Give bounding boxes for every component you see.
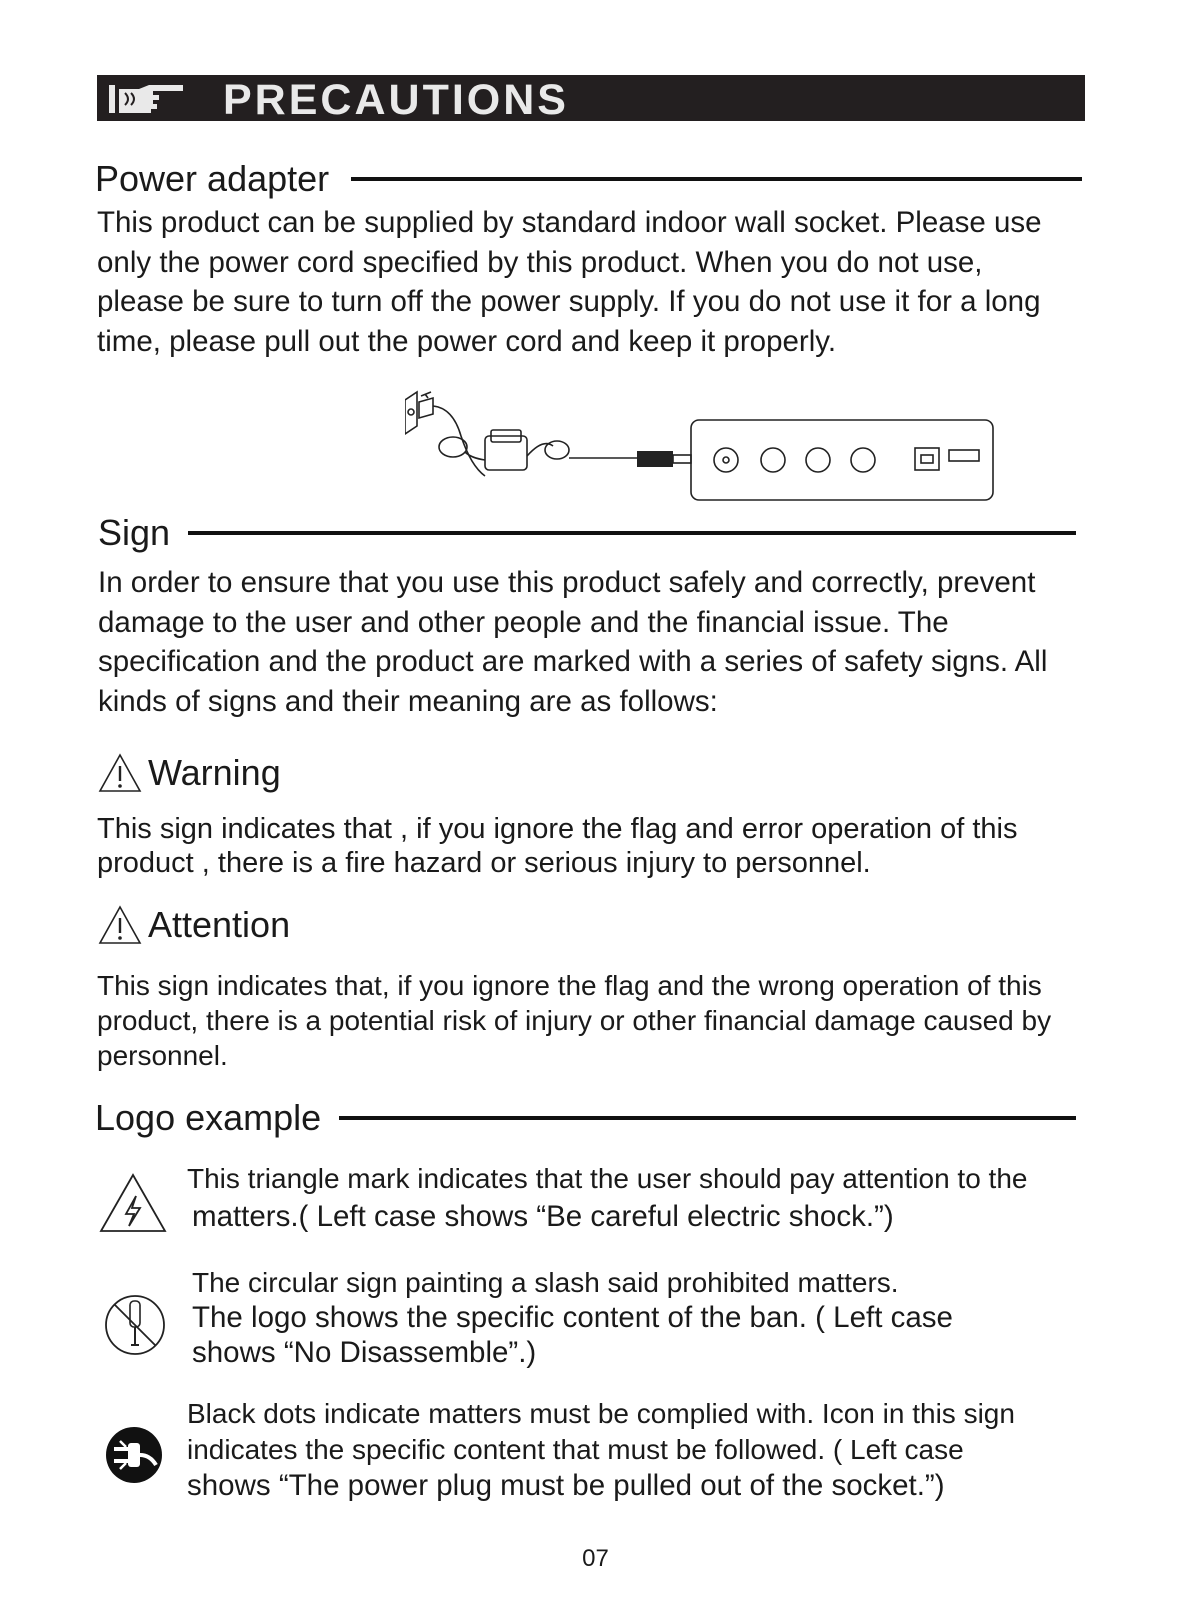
power-adapter-text [97, 203, 1042, 361]
sign-text [98, 563, 1047, 721]
text-line: matters.( Left case shows “Be careful electric shock.”) [192, 1200, 894, 1233]
text-line: product , there is a fire hazard or serious injury to personnel. [97, 847, 871, 879]
text-line: The circular sign painting a slash said prohibited matters. [192, 1267, 899, 1298]
logo-example-item-3 [187, 1396, 1015, 1504]
text-line: damage to the user and other people and the financial issue. The [98, 605, 949, 639]
logo-example-heading: Logo example [95, 1097, 322, 1138]
logo-example-item-1 [187, 1160, 1027, 1236]
text-line: This product can be supplied by standard indoor wall socket. Please use [97, 206, 1042, 239]
text-line: shows “No Disassemble”.) [192, 1336, 537, 1369]
section-rule [188, 531, 1076, 535]
text-line: This sign indicates that , if you ignore the flag and error operation of this [97, 813, 1018, 845]
warning-title: Warning [148, 752, 281, 793]
section-heading-power-adapter [95, 158, 1082, 200]
dc-plug-icon [637, 451, 691, 467]
warning-text [97, 812, 1017, 880]
power-cord [439, 430, 637, 470]
attention-triangle-icon [98, 905, 142, 945]
text-line: please be sure to turn off the power supply. If you do not use it for a long [97, 285, 1041, 318]
section-rule [351, 177, 1082, 181]
attention-title: Attention [148, 904, 291, 945]
warning-heading [98, 752, 281, 794]
text-line: This triangle mark indicates that the user should pay attention to the [187, 1163, 1028, 1194]
text-line: specification and the product are marked with a series of safety signs. All [98, 645, 1048, 678]
device-panel [691, 420, 993, 500]
attention-heading [98, 904, 290, 946]
text-line: only the power cord specified by this product. When you do not use, [97, 245, 983, 279]
section-rule [339, 1116, 1076, 1120]
page-title: PRECAUTIONS [223, 76, 569, 124]
text-line: This sign indicates that, if you ignore the flag and the wrong operation of this [97, 970, 1042, 1001]
wall-socket-icon [405, 392, 485, 476]
sign-heading: Sign [98, 512, 171, 553]
unplug-power-icon [104, 1425, 164, 1485]
attention-text [97, 968, 1051, 1073]
text-line: In order to ensure that you use this product safely and correctly, prevent [98, 566, 1036, 599]
precautions-banner [97, 75, 1085, 124]
power-adapter-heading: Power adapter [95, 158, 330, 199]
text-line: The logo shows the specific content of the ban. ( Left case [192, 1301, 953, 1334]
logo-example-item-2 [192, 1265, 953, 1370]
electric-shock-triangle-icon [98, 1172, 168, 1234]
power-adapter-illustration [405, 380, 1035, 520]
text-line: time, please pull out the power cord and keep it properly. [97, 324, 837, 358]
page-number: 07 [582, 1545, 609, 1572]
text-line: indicates the specific content that must be followed. ( Left case [187, 1434, 964, 1465]
pointing-hand-icon [107, 79, 187, 117]
section-heading-sign [98, 512, 1076, 554]
text-line: product, there is a potential risk of injury or other financial damage caused by [97, 1005, 1052, 1036]
warning-triangle-icon [98, 753, 142, 793]
text-line: personnel. [97, 1040, 228, 1071]
no-disassemble-icon [103, 1293, 167, 1357]
text-line: shows “The power plug must be pulled out of the socket.”) [187, 1469, 945, 1502]
text-line: kinds of signs and their meaning are as follows: [98, 684, 718, 718]
section-heading-logo-example [95, 1097, 1076, 1139]
text-line: Black dots indicate matters must be complied with. Icon in this sign [187, 1398, 1015, 1429]
